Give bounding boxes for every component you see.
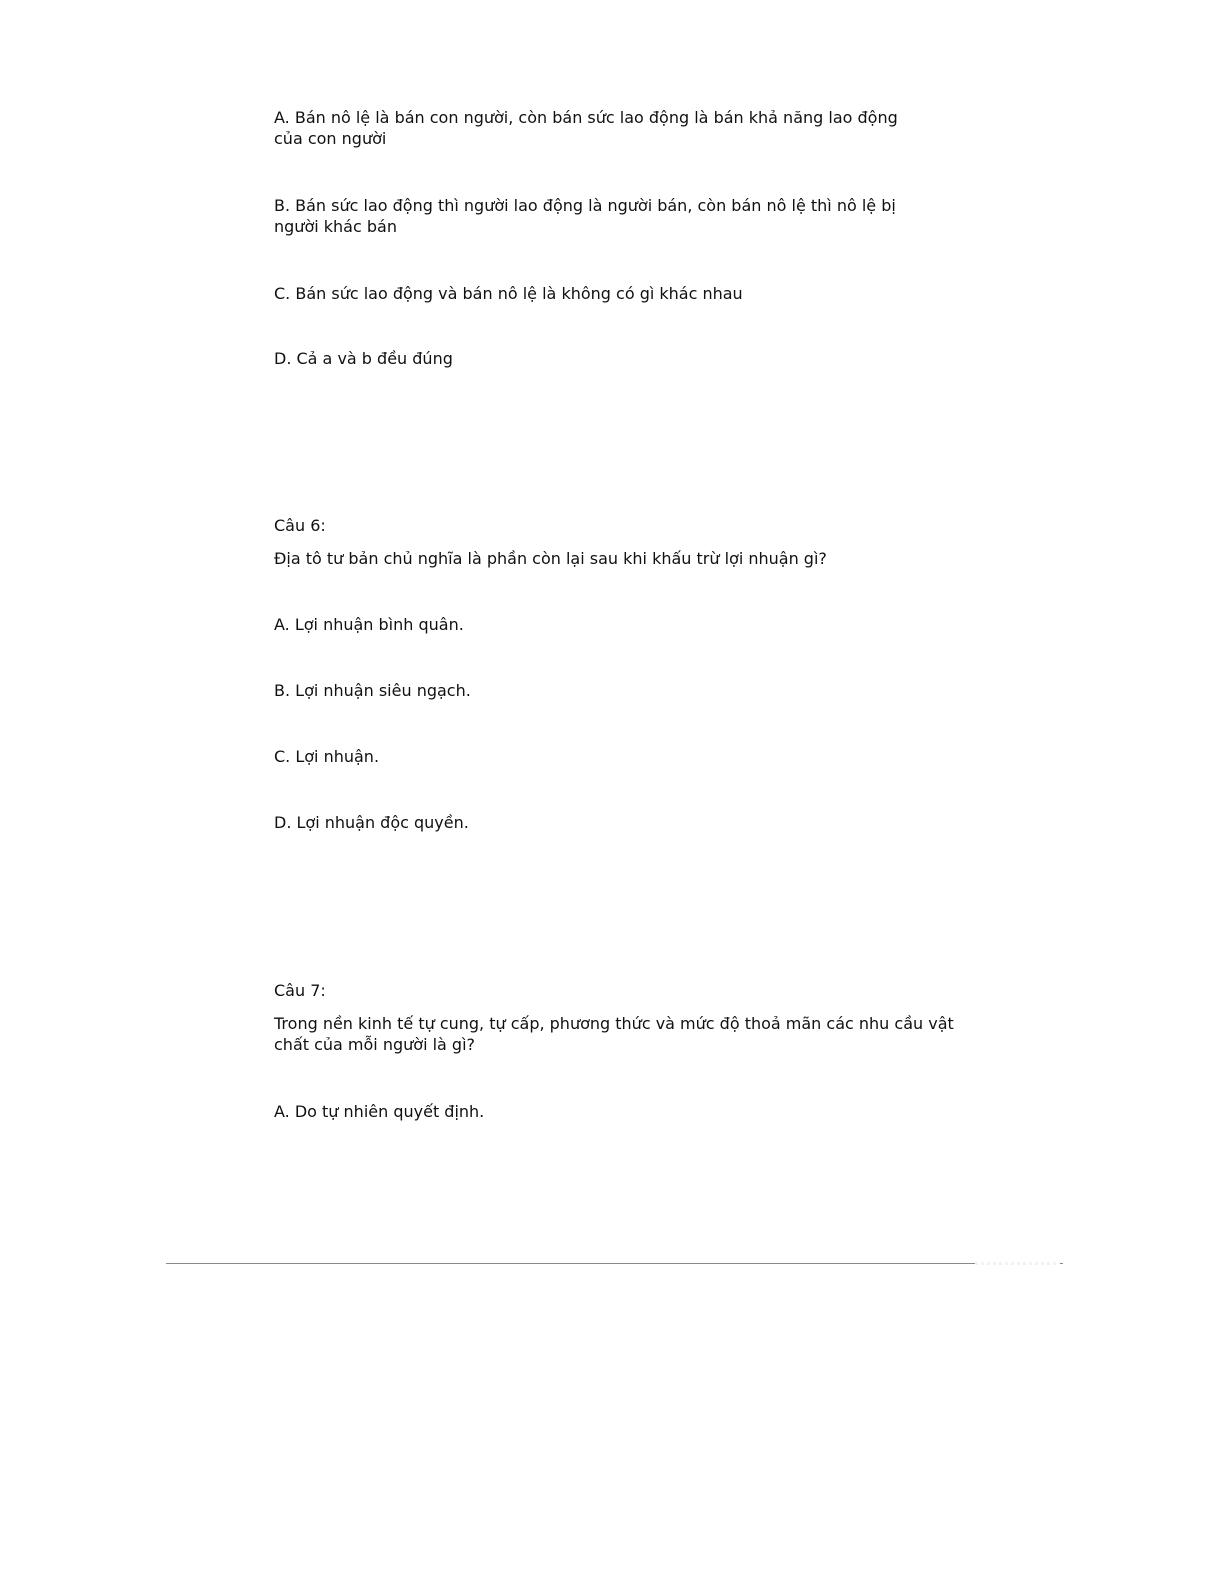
q6-option-d: D. Lợi nhuận độc quyền.: [274, 813, 469, 832]
q5-option-c: C. Bán sức lao động và bán nô lệ là không có gì khác nhau: [274, 284, 743, 303]
q5-option-a: A. Bán nô lệ là bán con người, còn bán sức lao động là bán khả năng lao động của con người: [274, 108, 898, 148]
q6-option-c: C. Lợi nhuận.: [274, 747, 380, 766]
q7-label: Câu 7:: [274, 981, 326, 1000]
q5-option-b: B. Bán sức lao động thì người lao động là người bán, còn bán nô lệ thì nô lệ bị người khác bán: [274, 196, 896, 236]
q6-label: Câu 6:: [274, 516, 326, 535]
q6-question: Địa tô tư bản chủ nghĩa là phần còn lại sau khi khấu trừ lợi nhuận gì?: [274, 549, 827, 568]
q6-option-b: B. Lợi nhuận siêu ngạch.: [274, 681, 471, 700]
page-divider: [166, 1263, 1063, 1264]
q6-option-a: A. Lợi nhuận bình quân.: [274, 615, 464, 634]
q5-option-d: D. Cả a và b đều đúng: [274, 349, 453, 368]
q7-question: Trong nền kinh tế tự cung, tự cấp, phương thức và mức độ thoả mãn các nhu cầu vật chất của mỗi người là gì?: [274, 1014, 954, 1054]
page-divider-tail: [975, 1262, 1060, 1265]
q7-option-a: A. Do tự nhiên quyết định.: [274, 1102, 485, 1121]
